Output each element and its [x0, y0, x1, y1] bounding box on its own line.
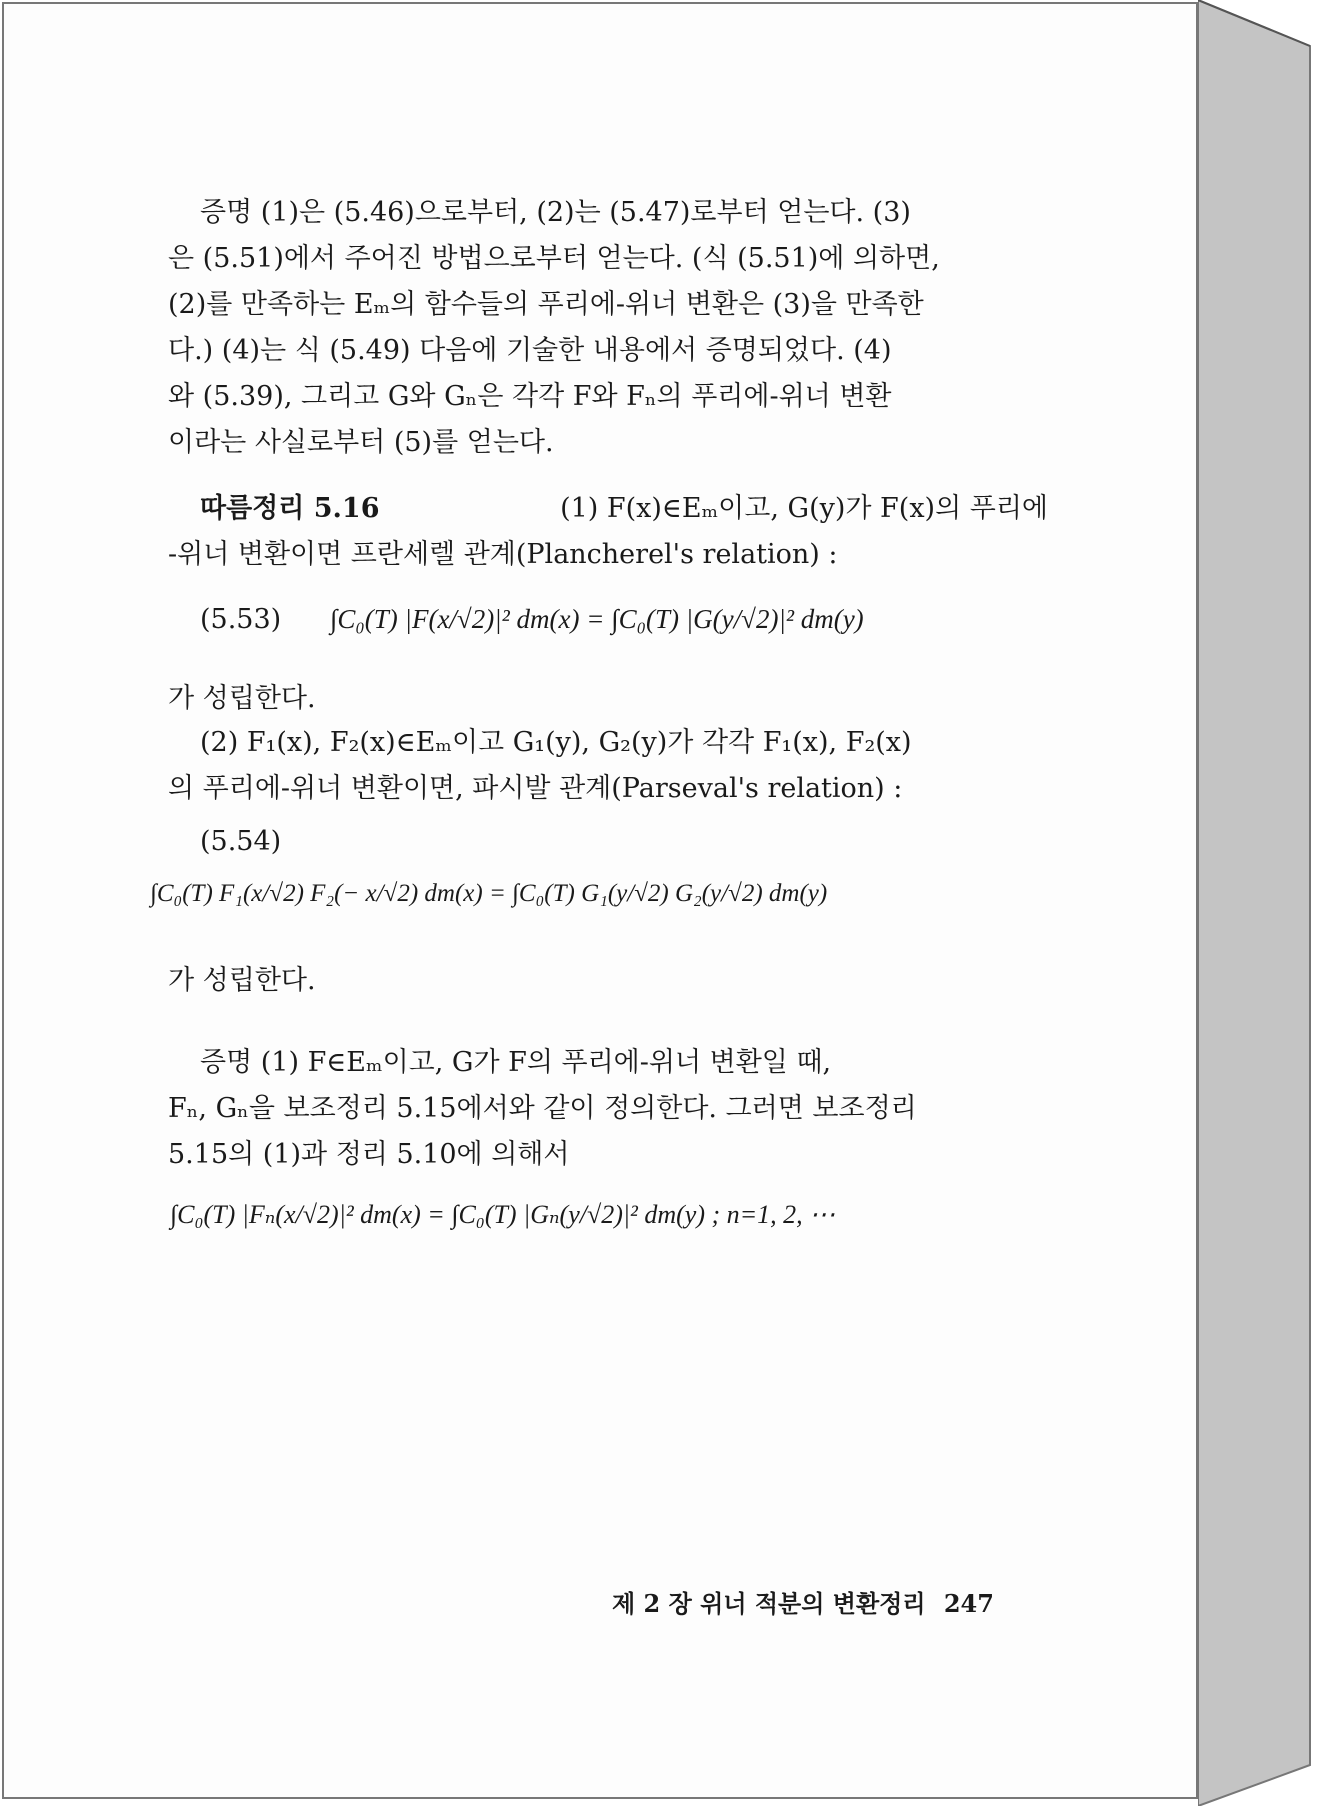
holds-text-2: 가 성립한다. [168, 965, 316, 996]
equation-5-53: ∫C₀(T) |F(x/√2)|² dm(x) = ∫C₀(T) |G(y/√2)|² dm(y) [330, 604, 864, 634]
text-line: (2)를 만족하는 Eₘ의 함수들의 푸리에-위너 변환은 (3)을 만족한 [168, 289, 924, 320]
corollary-text: (1) F(x)∈Eₘ이고, G(y)가 F(x)의 푸리에 [560, 493, 1048, 524]
text-line: 의 푸리에-위너 변환이면, 파시발 관계(Parseval's relation) : [168, 773, 903, 804]
holds-text-1: 가 성립한다. [168, 683, 316, 714]
corollary-heading: 따름정리 5.16 [200, 493, 380, 524]
chapter-title: 제 2 장 위너 적분의 변환정리 [612, 1589, 926, 1618]
page-stack-edge [1198, 0, 1334, 1806]
text-line: 증명 (1) F∈Eₘ이고, G가 F의 푸리에-위너 변환일 때, [200, 1047, 832, 1078]
text-line: Fₙ, Gₙ을 보조정리 5.15에서와 같이 정의한다. 그러면 보조정리 [168, 1093, 917, 1124]
proof-paragraph-2 [168, 1040, 1048, 1178]
text-line: 은 (5.51)에서 주어진 방법으로부터 얻는다. (식 (5.51)에 의하면, [168, 243, 940, 274]
text-line [168, 958, 1048, 1004]
equation-label-5-54: (5.54) [200, 826, 282, 857]
equation-proof: ∫C₀(T) |Fₙ(x/√2)|² dm(x) = ∫C₀(T) |Gₙ(y/√2)|² dm(y) ; n=1, 2, ⋯ [170, 1200, 836, 1229]
corollary-first-line [168, 486, 1048, 532]
text-line: 이라는 사실로부터 (5)를 얻는다. [168, 427, 554, 458]
equation-5-54: ∫C₀(T) F₁(x/√2) F₂(− x/√2) dm(x) = ∫C₀(T) G₁(y/√2) G₂(y/√2) dm(y) [150, 880, 828, 907]
text-line [168, 676, 1048, 722]
text-line: 와 (5.39), 그리고 G와 Gₙ은 각각 F와 Fₙ의 푸리에-위너 변환 [168, 381, 892, 412]
text-line: 증명 (1)은 (5.46)으로부터, (2)는 (5.47)로부터 얻는다. (3) [200, 197, 911, 228]
equation-label-5-53: (5.53) [200, 604, 282, 635]
page-number: 247 [943, 1589, 994, 1618]
corollary-block [168, 486, 1048, 578]
text-line: (2) F₁(x), F₂(x)∈Eₘ이고 G₁(y), G₂(y)가 각각 F₁(x), F₂(x) [200, 727, 912, 758]
text-line: 5.15의 (1)과 정리 5.10에 의해서 [168, 1139, 570, 1170]
corollary-part-2 [168, 720, 1048, 812]
text-line: 다.) (4)는 식 (5.49) 다음에 기술한 내용에서 증명되었다. (4) [168, 335, 892, 366]
text-line: -위너 변환이면 프란세렐 관계(Plancherel's relation) : [168, 539, 838, 570]
proof-paragraph-1 [168, 190, 1048, 466]
page-footer [612, 1584, 994, 1619]
